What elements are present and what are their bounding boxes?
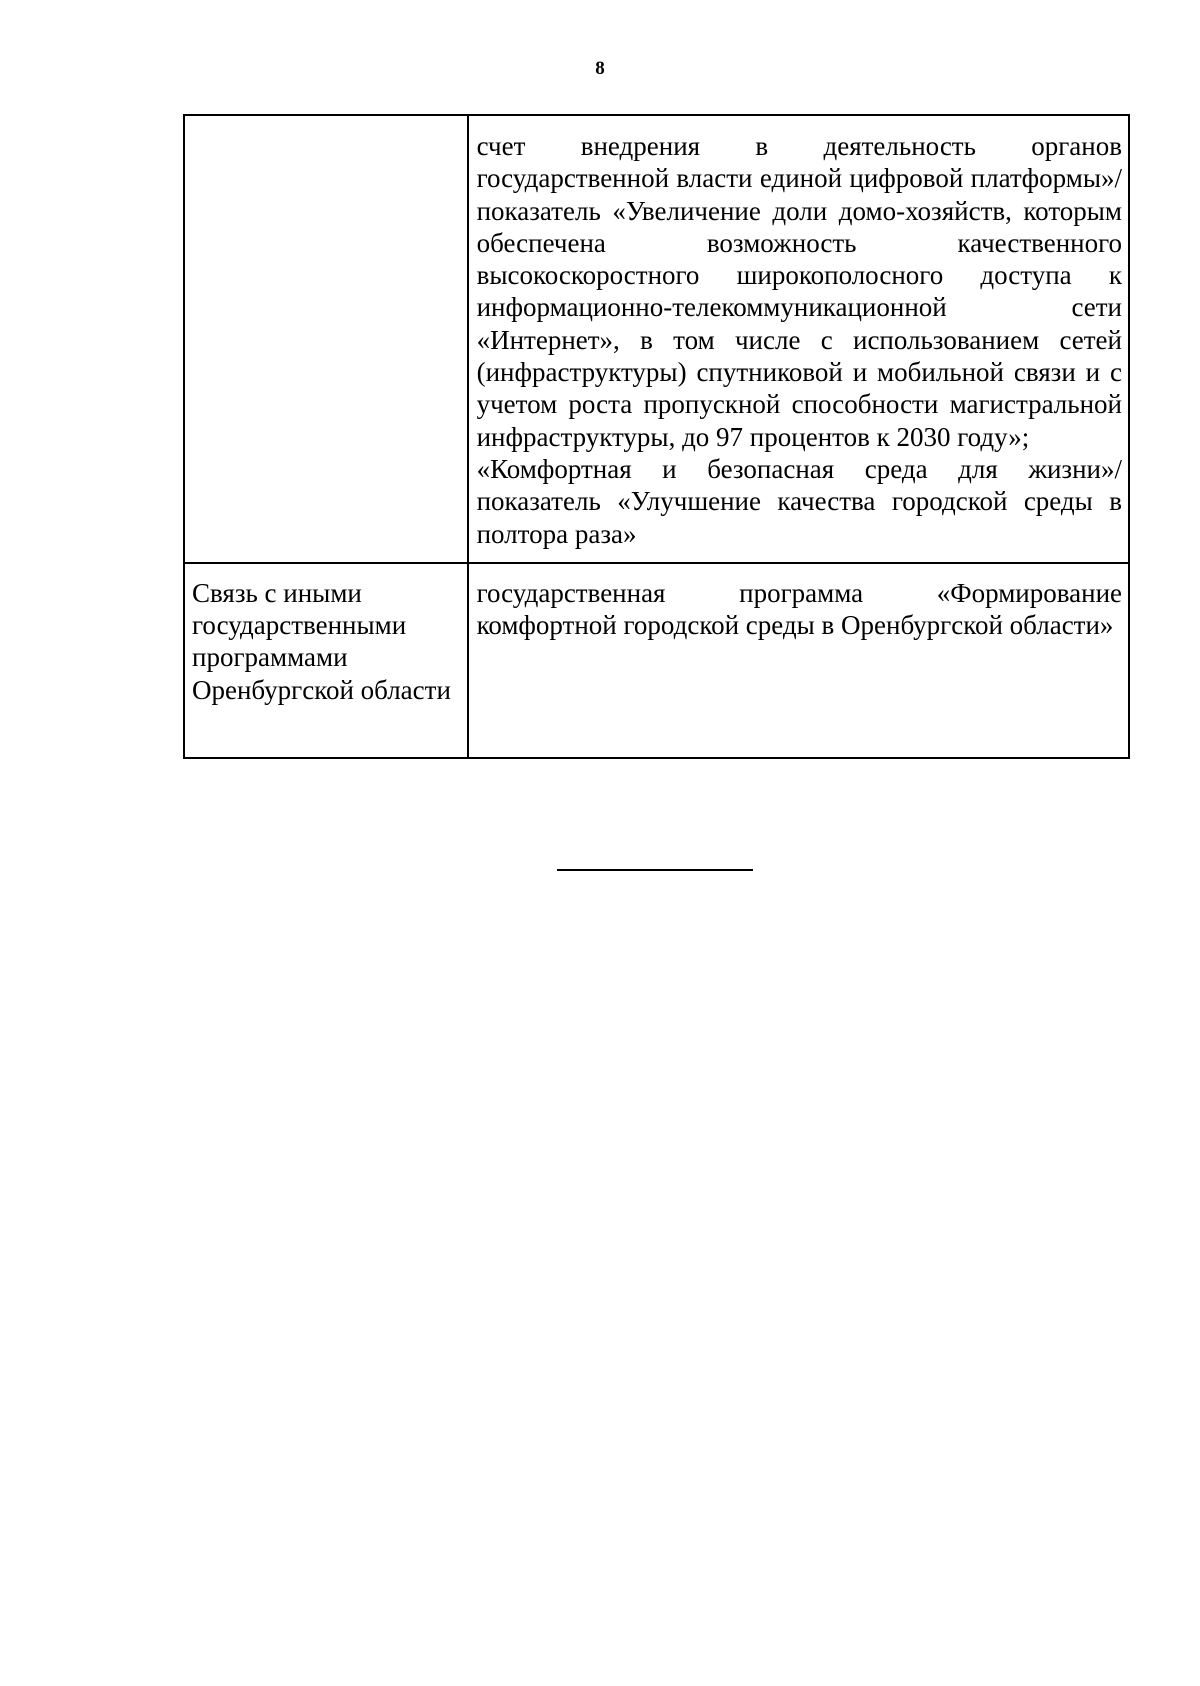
row-label: Связь с иными государственными программами Оренбургской области	[184, 563, 468, 758]
row-label	[184, 115, 468, 563]
row-content	[468, 563, 1129, 758]
content-paragraph: счет внедрения в деятельность органов государственной власти единой цифровой платформы»/показатель «Увеличение доли домо-хозяйств, которым обеспечена возможность качественного высокоскоростного широкополосного доступа к информационно-телекоммуникационной сети «Интернет», в том числе с использованием сетей (инфраструктуры) спутниковой и мобильной связи и с учетом роста пропускной способности магистральной инфраструктуры, до 97 процентов к 2030 году»;	[476, 131, 1122, 452]
table-row	[184, 563, 1129, 758]
content-paragraph: «Комфортная и безопасная среда для жизни»/ показатель «Улучшение качества городской среды в полтора раза»	[476, 453, 1122, 549]
end-divider	[557, 869, 753, 871]
page-number: 8	[595, 58, 605, 79]
table-row	[184, 115, 1129, 563]
content-paragraph: государственная программа «Формирование комфортной городской среды в Оренбургской области»	[476, 577, 1122, 641]
row-content	[468, 115, 1129, 563]
passport-table	[183, 114, 1130, 759]
